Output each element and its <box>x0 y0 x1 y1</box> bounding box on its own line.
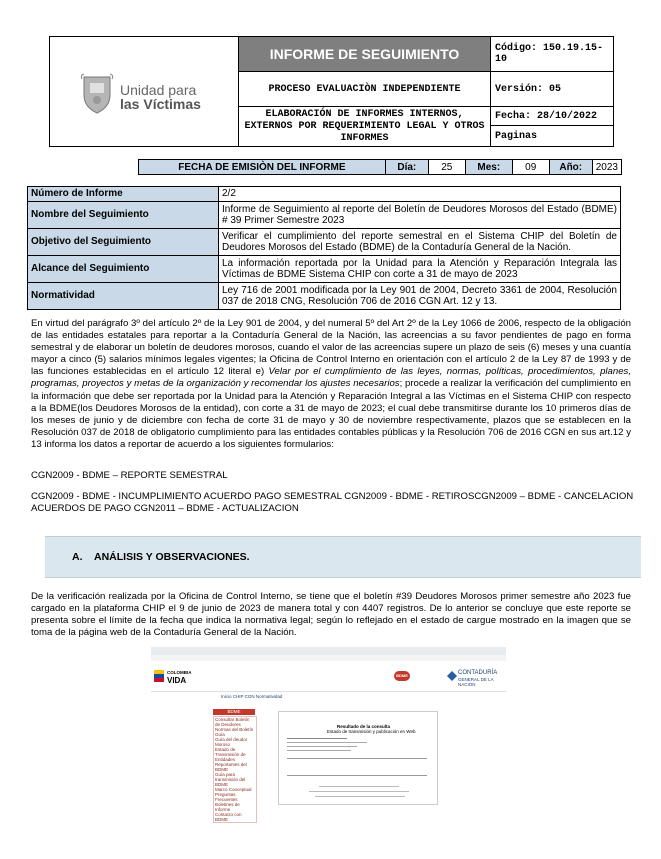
day-value: 25 <box>428 160 465 175</box>
doc-footer-line <box>309 791 409 792</box>
table-row <box>28 256 621 283</box>
intro-paragraph <box>31 318 631 451</box>
doc-footer-line <box>315 796 405 797</box>
doc-footer-line <box>319 786 399 787</box>
contaduria-sub-label: GENERAL DE LA NACIÓN <box>458 677 494 687</box>
table-row <box>28 187 621 202</box>
info-value: La información reportada por la Unidad para la Atención y Reparación Integrala las Víctimas de BDME Sistema CHIP con corte a 31 de mayo de 2023 <box>219 256 621 283</box>
colombia-logo-icon <box>154 670 164 682</box>
site-header <box>151 661 506 692</box>
info-key: Normatividad <box>28 283 219 310</box>
table-row <box>28 229 621 256</box>
doc-line <box>287 738 347 739</box>
bdme-badge: BDME <box>394 671 410 681</box>
info-key: Nombre del Seguimiento <box>28 202 219 229</box>
analysis-paragraph: De la verificación realizada por la Oficina de Control Interno, se tiene que el boletín #39 Deudores Morosos primer semestre año 2023 fue cargado en la plataforma CHIP el 9 de junio de 2023 de manera total y con 4407 registros. De lo anterior se concluye que este reporte se presenta sobre el límite de la fecha que indica la normativa legal; según lo reflejado en el estado de cargue mostrado en la imagen que se toma de la página web de la Contaduría General de la Nación. <box>31 591 631 639</box>
menu-item[interactable]: Marco Conceptual <box>215 787 252 792</box>
menu-item[interactable]: Reportantes del BDME <box>215 762 247 772</box>
menu-item[interactable]: Guía <box>215 732 225 737</box>
form-line-2: CGN2009 - BDME - INCUMPLIMIENTO ACUERDO PAGO SEMESTRAL CGN2009 - BDME - RETIROSCGN2009 – BDME - CANCELACION ACUERDOS DE PAGO CGN2011 – BDME - ACTUALIZACION <box>31 491 634 515</box>
menu-item[interactable]: Boletines de Informe <box>215 802 240 812</box>
month-label: Mes: <box>465 160 512 175</box>
month-value: 09 <box>512 160 549 175</box>
menu-item[interactable]: Normas del Boletín <box>215 727 254 732</box>
contaduria-label: CONTADURÍA <box>458 670 498 676</box>
intro-text-italic: Velar por el cumplimiento de las leyes, normas, políticas, procedimientos, planes, programas, proyectos y metas de la organización y recomendar los ajustes necesarios <box>31 366 632 390</box>
doc-line <box>287 742 367 743</box>
org-name-line2: las Víctimas <box>120 95 201 112</box>
menu-item[interactable]: Estado de Transmisión de Entidades <box>215 747 246 762</box>
menu-item[interactable]: Consultar Boletín de Deudores <box>215 717 250 727</box>
doc-table <box>287 758 427 776</box>
embedded-document <box>278 711 438 805</box>
doc-line <box>287 750 351 751</box>
report-info-table <box>27 186 621 310</box>
vida-label: VIDA <box>167 676 187 685</box>
logo-cell <box>50 37 239 147</box>
site-nav: Inicio CHIP CGN Normatividad <box>221 694 283 699</box>
day-label: Día: <box>385 160 428 175</box>
section-letter: A. <box>72 551 83 563</box>
org-name-line1: Unidad para <box>120 81 197 98</box>
version-label: Versión: 05 <box>491 72 614 107</box>
process-label: PROCESO EVALUACIÒN INDEPENDIENTE <box>239 72 491 107</box>
bdme-menu <box>213 716 257 823</box>
doc-subtitle: Estado de transmisión y publicación en Web <box>327 729 416 734</box>
contaduria-logo-icon <box>447 671 457 681</box>
info-key: Alcance del Seguimiento <box>28 256 219 283</box>
info-key: Objetivo del Seguimiento <box>28 229 219 256</box>
menu-item[interactable]: Guía para transmisión del BDME <box>215 772 246 787</box>
bdme-menu-title: BDME <box>213 709 255 715</box>
code-label: Código: 150.19.15-10 <box>491 37 614 72</box>
intro-text-a: En virtud del parágrafo 3º del artículo 2º de la Ley 901 de 2004, y del numeral 5º del Art 2º de la Ley 1066 de 2006, respecto de la obligación de las entidades estatales para reportar a la Contaduría General de la Nación, las acreencias a su favor pendientes de pago en forma semestral y de elaborar un boletín de deudores morosos, cuando el valor de las acreencias supere un plazo de seis (6) meses y una cuantía mayor a cinco (5) salarios mínimos legales vigentes; la Oficina de Control Interno en orientación con el artículo 2 de la Ley 87 de 1993 y de las funciones establecidas en el artículo 12 literal e) <box>31 318 631 378</box>
info-value: Ley 716 de 2001 modificada por la Ley 901 de 2004, Decreto 3361 de 2004, Resolución 037 de 2018 CNG, Resolución 706 de 2016 CGN Art. 12 y 13. <box>219 283 621 310</box>
year-label: Año: <box>549 160 592 175</box>
info-key: Número de Informe <box>28 187 219 202</box>
doc-title: Resultado de la consulta <box>337 724 391 729</box>
menu-item[interactable]: Guía del deudor Moroso <box>215 737 248 747</box>
pages-label: Paginas <box>491 126 614 147</box>
elaboration-label: ELABORACIÓN DE INFORMES INTERNOS, EXTERNOS POR REQUERIMIENTO LEGAL Y OTROS INFORMES <box>239 107 491 147</box>
menu-item[interactable]: Preguntas Frecuentes <box>215 792 238 802</box>
year-value: 2023 <box>592 160 621 175</box>
section-header <box>45 536 641 578</box>
doc-line <box>287 746 357 747</box>
intro-text-b: ; procede a realizar la verificación del cumplimiento en la información que debe ser reportada por la Unidad para la Atención y Reparación Integral a las Víctimas en el Sistema CHIP con respecto a la BDME(los Deudores Morosos de la entidad), con corte a 31 de mayo de 2023; el cual debe transmitirse durante los 10 primeros días de los meses de junio y de diciembre con fecha de corte 31 de mayo y 30 de noviembre respectivamente, plazos que se establecen en la Resolución 037 de 2018 de obligatorio cumplimiento para las entidades contables públicas y la Resolución 706 de 2016 CGN en sus art.12 y 13 informa los datos a reportar de acuerdo a los siguientes formularios: <box>31 378 631 450</box>
table-row <box>28 202 621 229</box>
info-value: Verificar el cumplimiento del reporte semestral en el Sistema CHIP del Boletín de Deudores Morosos del Estado (BDME) de la Contaduría General de la Nación. <box>219 229 621 256</box>
colombia-label: COLOMBIA <box>167 670 192 675</box>
section-title: ANÁLISIS Y OBSERVACIONES. <box>94 551 250 563</box>
table-row <box>28 283 621 310</box>
issue-date-row <box>138 159 622 175</box>
embedded-screenshot <box>151 647 506 825</box>
menu-item[interactable]: Contacto con BDME <box>215 812 242 822</box>
info-value: Informe de Seguimiento al reporte del Boletín de Deudores Morosos del Estado (BDME) # 39 Primer Semestre 2023 <box>219 202 621 229</box>
date-label: Fecha: 28/10/2022 <box>491 107 614 126</box>
document-header <box>49 36 614 147</box>
form-line-1: CGN2009 - BDME – REPORTE SEMESTRAL <box>31 470 228 481</box>
issue-date-label: FECHA DE EMISIÒN DEL INFORME <box>139 160 386 175</box>
browser-tab-bar <box>151 647 506 655</box>
info-value: 2/2 <box>219 187 621 202</box>
coat-of-arms-icon <box>80 73 114 115</box>
report-title: INFORME DE SEGUIMIENTO <box>239 37 491 72</box>
